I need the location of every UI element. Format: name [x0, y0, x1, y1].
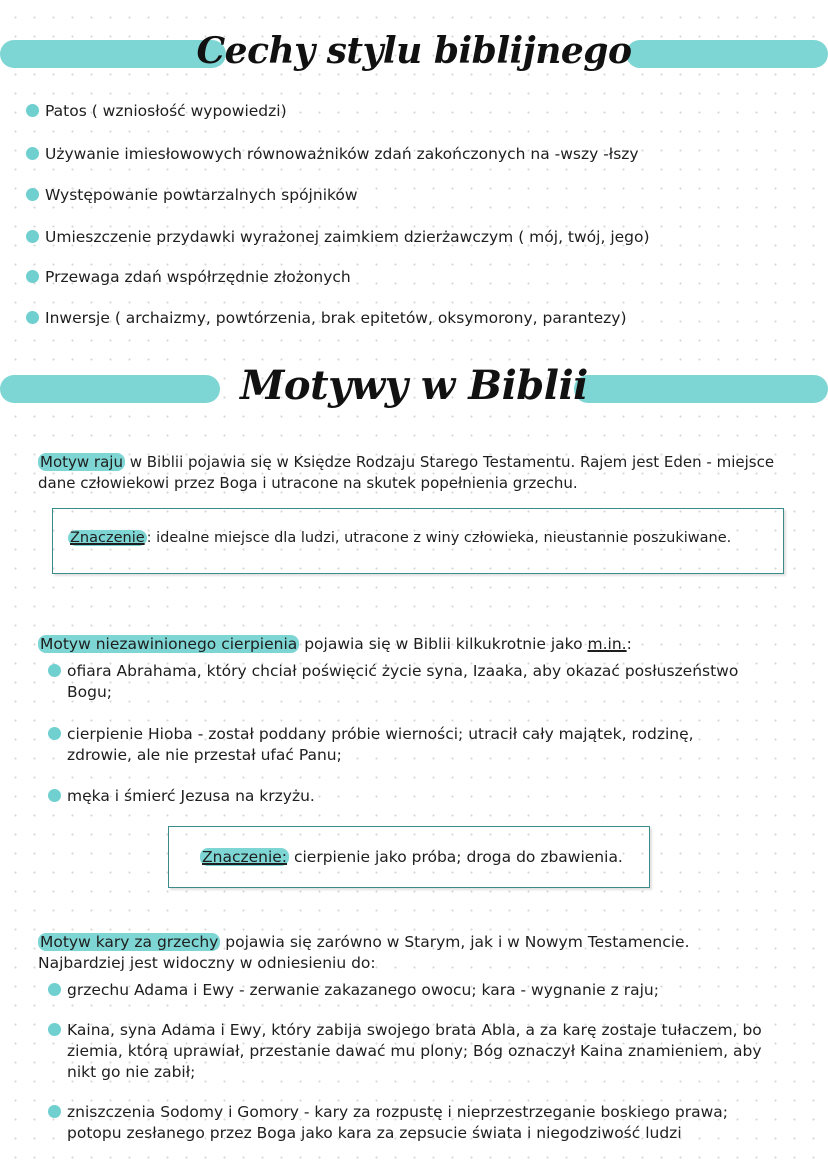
- bullet-dot-icon: [48, 664, 61, 677]
- list-item: męka i śmierć Jezusa na krzyżu.: [48, 786, 315, 807]
- bullet-dot-icon: [26, 311, 39, 324]
- list-item: Inwersje ( archaizmy, powtórzenia, brak epitetów, oksymorony, parantezy): [26, 308, 627, 328]
- bullet-dot-icon: [48, 1023, 61, 1036]
- list-item: Występowanie powtarzalnych spójników: [26, 185, 358, 205]
- paragraph-raj-line2: dane człowiekowi przez Boga i utracone na skutek popełnienia grzechu.: [38, 474, 578, 492]
- list-item: Używanie imiesłowowych równoważników zdań zakończonych na -wszy -łszy: [26, 144, 639, 164]
- bullet-dot-icon: [48, 1105, 61, 1118]
- paragraph-kara: Motyw kary za grzechy pojawia się zarówno w Starym, jak i w Nowym Testamencie.: [40, 933, 690, 951]
- meaning-text-raj: Znaczenie : idealne miejsce dla ludzi, utracone z winy człowieka, nieustannie poszukiwane.: [70, 530, 732, 546]
- paragraph-cierpienie: Motyw niezawinionego cierpienia pojawia się w Biblii kilkukrotnie jako m.in.:: [40, 635, 632, 653]
- section-title-motywy: Motywy w Biblii: [240, 362, 588, 409]
- list-item: Kaina, syna Adama i Ewy, który zabija swojego brata Abla, a za karę zostaje tułaczem, bo ziemia, którą uprawiał, przestanie dawać mu plony; Bóg oznaczył Kaina znamieniem, aby nikt go nie zabił;: [48, 1020, 762, 1083]
- bullet-dot-icon: [26, 147, 39, 160]
- highlight-motyw-kary: Motyw kary za grzechy: [40, 933, 219, 951]
- abbr-min: m.in.: [587, 635, 627, 653]
- bullet-dot-icon: [48, 983, 61, 996]
- highlight-motyw-cierpienia: Motyw niezawinionego cierpienia: [40, 635, 298, 653]
- list-item: Przewaga zdań współrzędnie złożonych: [26, 267, 351, 287]
- bullet-dot-icon: [26, 104, 39, 117]
- meaning-label: Znaczenie: [70, 530, 145, 546]
- bullet-dot-icon: [26, 188, 39, 201]
- bullet-dot-icon: [26, 230, 39, 243]
- paragraph-kara-line2: Najbardziej jest widoczny w odniesieniu do:: [38, 954, 376, 972]
- list-item: grzechu Adama i Ewy - zerwanie zakazanego owocu; kara - wygnanie z raju;: [48, 980, 659, 1001]
- highlight-motyw-raju: Motyw raju: [40, 453, 123, 471]
- list-item: Patos ( wzniosłość wypowiedzi): [26, 101, 287, 121]
- bullet-dot-icon: [26, 270, 39, 283]
- section-title-cechy: Cechy stylu biblijnego: [196, 30, 632, 72]
- list-item: cierpienie Hioba - został poddany próbie wierności; utracił cały majątek, rodzinę, zdrowie, ale nie przestał ufać Panu;: [48, 724, 694, 766]
- bullet-dot-icon: [48, 727, 61, 740]
- list-item: ofiara Abrahama, który chciał poświęcić życie syna, Izaaka, aby okazać posłuszeństwo Bogu;: [48, 661, 738, 703]
- paragraph-raj: Motyw raju w Biblii pojawia się w Księdze Rodzaju Starego Testamentu. Rajem jest Eden - miejsce: [40, 453, 775, 471]
- meaning-label: Znaczenie:: [202, 848, 288, 866]
- meaning-text-cierpienie: Znaczenie: cierpienie jako próba; droga do zbawienia.: [202, 848, 623, 866]
- bullet-dot-icon: [48, 789, 61, 802]
- list-item: Umieszczenie przydawki wyrażonej zaimkiem dzierżawczym ( mój, twój, jego): [26, 227, 650, 247]
- list-item: zniszczenia Sodomy i Gomory - kary za rozpustę i nieprzestrzeganie boskiego prawa; potopu zesłanego przez Boga jako kara za zepsucie świata i niegodziwość ludzi: [48, 1102, 728, 1144]
